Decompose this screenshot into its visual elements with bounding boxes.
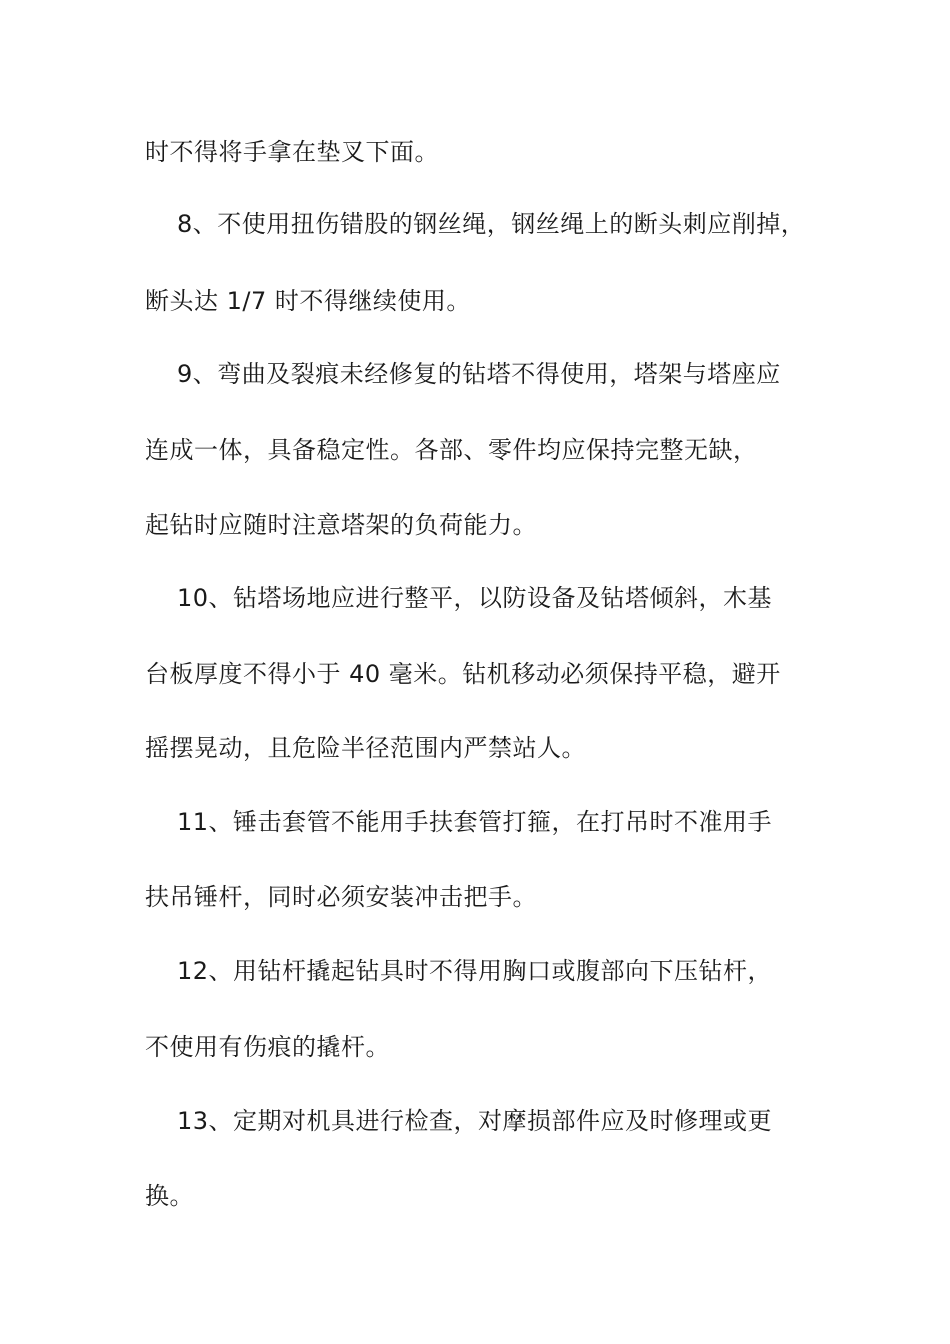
paragraph-9-line-1: 9、弯曲及裂痕未经修复的钻塔不得使用，塔架与塔座应 [177,360,781,388]
paragraph-13-line-2: 换。 [145,1182,194,1210]
paragraph-13-line-1: 13、定期对机具进行检查，对摩损部件应及时修理或更 [177,1107,773,1135]
paragraph-9-line-2: 连成一体，具备稳定性。各部、零件均应保持完整无缺， [145,436,758,464]
paragraph-11-line-1: 11、锤击套管不能用手扶套管打箍，在打吊时不准用手 [177,808,773,836]
paragraph-11-line-2: 扶吊锤杆，同时必须安装冲击把手。 [145,883,537,911]
paragraph-9-line-3: 起钻时应随时注意塔架的负荷能力。 [145,511,537,539]
text-line: 时不得将手拿在垫叉下面。 [145,138,439,166]
paragraph-8-line-2: 断头达 1/7 时不得继续使用。 [145,287,471,315]
paragraph-10-line-1: 10、钻塔场地应进行整平，以防设备及钻塔倾斜，木基 [177,584,773,612]
paragraph-10-line-2: 台板厚度不得小于 40 毫米。钻机移动必须保持平稳，避开 [145,660,781,688]
paragraph-12-line-1: 12、用钻杆撬起钻具时不得用胸口或腹部向下压钻杆， [177,957,773,985]
paragraph-10-line-3: 摇摆晃动，且危险半径范围内严禁站人。 [145,734,586,762]
paragraph-12-line-2: 不使用有伤痕的撬杆。 [145,1033,390,1061]
paragraph-8-line-1: 8、不使用扭伤错股的钢丝绳，钢丝绳上的断头刺应削掉， [177,210,806,238]
